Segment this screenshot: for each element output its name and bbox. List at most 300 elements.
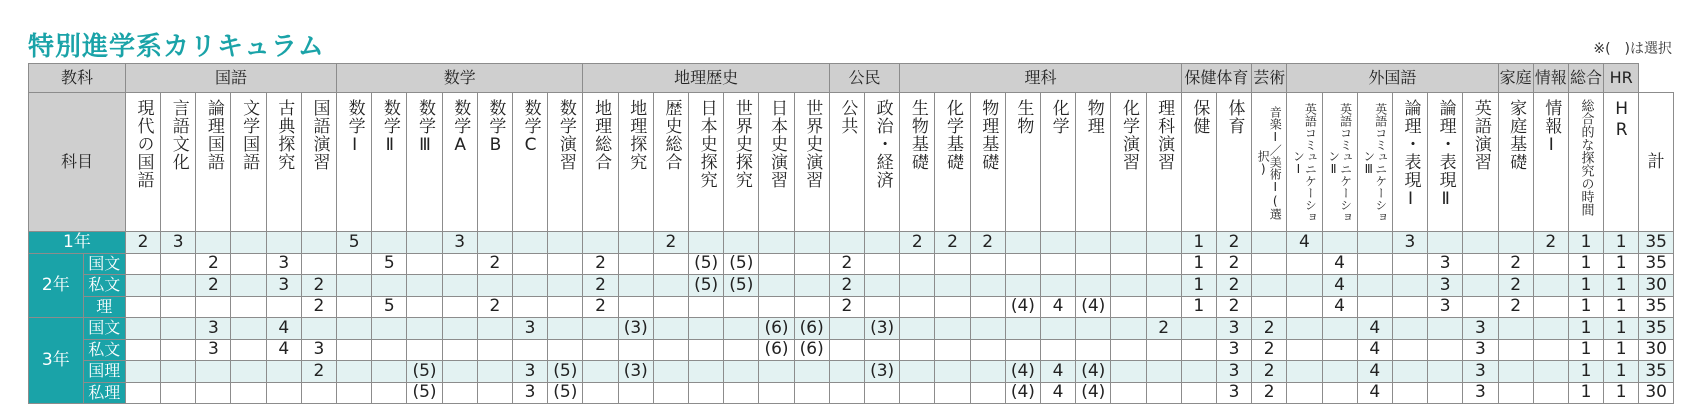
credit-cell bbox=[513, 275, 548, 297]
curriculum-row bbox=[29, 382, 1674, 404]
subject-header-cell bbox=[900, 93, 935, 232]
subject-header-cell bbox=[1252, 93, 1287, 232]
credit-cell bbox=[407, 318, 442, 340]
subject-name: 英語コミュニケーションⅡ bbox=[1326, 103, 1353, 223]
subject-name: 英語コミュニケーションⅢ bbox=[1361, 103, 1388, 223]
credit-cell bbox=[1498, 232, 1533, 254]
subject-name: 論理国語 bbox=[203, 99, 224, 171]
credit-cell: (3) bbox=[865, 318, 900, 340]
credit-cell bbox=[1392, 382, 1427, 404]
credit-cell bbox=[829, 318, 864, 340]
credit-cell bbox=[442, 253, 477, 275]
credit-cell bbox=[407, 232, 442, 254]
total-cell: 35 bbox=[1639, 361, 1674, 383]
kamoku-header-cell bbox=[29, 93, 126, 232]
subject-name: 国語演習 bbox=[309, 99, 330, 171]
subject-header-cell bbox=[935, 93, 970, 232]
subject-name: 生物基礎 bbox=[907, 99, 928, 171]
credit-cell bbox=[407, 296, 442, 318]
credit-cell bbox=[301, 318, 336, 340]
credit-cell bbox=[407, 253, 442, 275]
credit-cell: 3 bbox=[1428, 296, 1463, 318]
credit-cell bbox=[618, 296, 653, 318]
credit-cell bbox=[1287, 296, 1322, 318]
credit-cell bbox=[900, 361, 935, 383]
credit-cell: 2 bbox=[301, 361, 336, 383]
subject-header-cell bbox=[970, 93, 1005, 232]
credit-cell bbox=[1005, 318, 1040, 340]
subject-name: 化学基礎 bbox=[943, 99, 963, 171]
subject-header-cell bbox=[513, 93, 548, 232]
subject-group-header: 理科 bbox=[900, 64, 1182, 93]
credit-cell bbox=[1181, 382, 1216, 404]
credit-cell bbox=[583, 318, 618, 340]
credit-cell bbox=[1005, 232, 1040, 254]
credit-cell bbox=[442, 382, 477, 404]
credit-cell bbox=[477, 339, 512, 361]
credit-cell bbox=[161, 253, 196, 275]
course-cell: 理 bbox=[83, 296, 125, 318]
credit-cell bbox=[1287, 382, 1322, 404]
credit-cell bbox=[794, 296, 829, 318]
credit-cell bbox=[337, 339, 372, 361]
credit-cell: 4 bbox=[1322, 253, 1357, 275]
credit-cell: 3 bbox=[442, 232, 477, 254]
credit-cell: 3 bbox=[161, 232, 196, 254]
credit-cell bbox=[689, 296, 724, 318]
credit-cell bbox=[407, 339, 442, 361]
credit-cell bbox=[1322, 361, 1357, 383]
credit-cell: 4 bbox=[1040, 382, 1075, 404]
credit-cell: (6) bbox=[759, 339, 794, 361]
credit-cell: (3) bbox=[618, 318, 653, 340]
credit-cell bbox=[583, 382, 618, 404]
credit-cell: 2 bbox=[1252, 339, 1287, 361]
subject-name: 化学 bbox=[1048, 99, 1069, 135]
credit-cell: 4 bbox=[1357, 339, 1392, 361]
course-cell: 私文 bbox=[83, 339, 125, 361]
subject-group-header: 芸術 bbox=[1252, 64, 1287, 93]
credit-cell: 5 bbox=[337, 232, 372, 254]
credit-cell bbox=[1428, 318, 1463, 340]
subject-group-header: HR bbox=[1604, 64, 1639, 93]
subject-header-cell bbox=[1392, 93, 1427, 232]
credit-cell: (6) bbox=[794, 339, 829, 361]
credit-cell bbox=[1111, 232, 1146, 254]
credit-cell bbox=[125, 318, 160, 340]
credit-cell bbox=[337, 382, 372, 404]
year-cell: 1年 bbox=[29, 232, 126, 254]
credit-cell: 2 bbox=[1146, 318, 1181, 340]
credit-cell bbox=[724, 382, 759, 404]
credit-cell bbox=[935, 382, 970, 404]
credit-cell bbox=[759, 253, 794, 275]
credit-cell bbox=[1076, 232, 1111, 254]
credit-cell: 1 bbox=[1181, 232, 1216, 254]
subject-name: 歴史総合 bbox=[661, 99, 682, 171]
credit-cell bbox=[829, 361, 864, 383]
credit-cell bbox=[900, 339, 935, 361]
subject-header-cell bbox=[372, 93, 407, 232]
subject-name: 情報Ⅰ bbox=[1541, 99, 1562, 156]
credit-cell: 2 bbox=[1498, 275, 1533, 297]
subject-name: 地理総合 bbox=[591, 99, 612, 171]
credit-cell bbox=[1181, 318, 1216, 340]
credit-cell bbox=[759, 275, 794, 297]
credit-cell bbox=[1146, 275, 1181, 297]
credit-cell bbox=[337, 318, 372, 340]
credit-cell bbox=[1533, 253, 1568, 275]
credit-cell: 5 bbox=[372, 253, 407, 275]
subject-group-header: 地理歴史 bbox=[583, 64, 829, 93]
credit-cell bbox=[161, 318, 196, 340]
subject-header-cell bbox=[1357, 93, 1392, 232]
credit-cell: 4 bbox=[266, 318, 301, 340]
credit-cell bbox=[1428, 339, 1463, 361]
credit-cell: 3 bbox=[1463, 361, 1498, 383]
credit-cell bbox=[1392, 253, 1427, 275]
credit-cell bbox=[1287, 361, 1322, 383]
credit-cell bbox=[1392, 361, 1427, 383]
credit-cell bbox=[372, 318, 407, 340]
credit-cell bbox=[1111, 275, 1146, 297]
year-cell: 2年 bbox=[29, 253, 84, 318]
subject-header-cell bbox=[1111, 93, 1146, 232]
credit-cell bbox=[407, 275, 442, 297]
credit-cell: (4) bbox=[1076, 382, 1111, 404]
credit-cell bbox=[1498, 339, 1533, 361]
credit-cell: (4) bbox=[1076, 296, 1111, 318]
credit-cell: 4 bbox=[1357, 361, 1392, 383]
credit-cell: 2 bbox=[829, 275, 864, 297]
credit-cell bbox=[442, 296, 477, 318]
subject-header-cell bbox=[407, 93, 442, 232]
credit-cell: 2 bbox=[196, 275, 231, 297]
credit-cell bbox=[1146, 296, 1181, 318]
credit-cell bbox=[1111, 253, 1146, 275]
credit-cell bbox=[1005, 339, 1040, 361]
credit-cell bbox=[301, 382, 336, 404]
credit-cell: 2 bbox=[970, 232, 1005, 254]
subject-header-cell bbox=[1216, 93, 1251, 232]
subject-name: 論理・表現Ⅱ bbox=[1435, 99, 1456, 210]
credit-cell: 4 bbox=[1040, 296, 1075, 318]
page-title: 特別進学系カリキュラム bbox=[28, 32, 325, 62]
credit-cell bbox=[1040, 253, 1075, 275]
credit-cell: 2 bbox=[829, 253, 864, 275]
curriculum-row bbox=[29, 275, 1674, 297]
course-cell: 国文 bbox=[83, 253, 125, 275]
credit-cell: (5) bbox=[724, 253, 759, 275]
credit-cell bbox=[372, 232, 407, 254]
subject-name: 現代の国語 bbox=[133, 99, 154, 189]
credit-cell: (4) bbox=[1005, 296, 1040, 318]
credit-cell bbox=[1463, 296, 1498, 318]
credit-cell bbox=[1252, 296, 1287, 318]
credit-cell: (5) bbox=[548, 382, 583, 404]
credit-cell: 1 bbox=[1604, 232, 1639, 254]
credit-cell: (5) bbox=[407, 361, 442, 383]
subject-name: 生物 bbox=[1013, 99, 1034, 135]
subject-name: 音楽Ⅰ／美術Ⅰ(選択) bbox=[1256, 106, 1283, 220]
credit-cell bbox=[1111, 318, 1146, 340]
credit-cell bbox=[1392, 339, 1427, 361]
credit-cell bbox=[1040, 275, 1075, 297]
credit-cell bbox=[196, 382, 231, 404]
credit-cell bbox=[1005, 253, 1040, 275]
credit-cell bbox=[794, 253, 829, 275]
credit-cell bbox=[653, 275, 688, 297]
credit-cell: 2 bbox=[1252, 318, 1287, 340]
credit-cell: 1 bbox=[1604, 382, 1639, 404]
credit-cell bbox=[1111, 382, 1146, 404]
credit-cell bbox=[618, 339, 653, 361]
credit-cell bbox=[1181, 339, 1216, 361]
credit-cell bbox=[689, 339, 724, 361]
subject-header-cell bbox=[653, 93, 688, 232]
credit-cell: 3 bbox=[196, 339, 231, 361]
credit-cell: 3 bbox=[513, 361, 548, 383]
credit-cell bbox=[196, 296, 231, 318]
credit-cell bbox=[266, 296, 301, 318]
credit-cell bbox=[513, 232, 548, 254]
credit-cell bbox=[1322, 382, 1357, 404]
subject-name: 古典探究 bbox=[274, 99, 295, 171]
credit-cell bbox=[865, 232, 900, 254]
credit-cell bbox=[618, 253, 653, 275]
credit-cell bbox=[935, 253, 970, 275]
credit-cell: 2 bbox=[583, 253, 618, 275]
credit-cell bbox=[1357, 275, 1392, 297]
credit-cell: (5) bbox=[407, 382, 442, 404]
credit-cell bbox=[513, 296, 548, 318]
credit-cell bbox=[477, 232, 512, 254]
credit-cell bbox=[372, 382, 407, 404]
subject-header-cell bbox=[231, 93, 266, 232]
credit-cell bbox=[970, 382, 1005, 404]
subject-header-cell bbox=[1498, 93, 1533, 232]
credit-cell: 4 bbox=[266, 339, 301, 361]
credit-cell: 3 bbox=[1428, 253, 1463, 275]
credit-cell bbox=[161, 382, 196, 404]
credit-cell bbox=[548, 318, 583, 340]
credit-cell bbox=[337, 361, 372, 383]
credit-cell: 3 bbox=[1463, 382, 1498, 404]
credit-cell bbox=[1111, 361, 1146, 383]
credit-cell bbox=[125, 339, 160, 361]
subject-header-cell bbox=[724, 93, 759, 232]
subject-name: 日本史演習 bbox=[767, 99, 787, 189]
credit-cell: (3) bbox=[618, 361, 653, 383]
credit-cell bbox=[1463, 232, 1498, 254]
credit-cell bbox=[970, 361, 1005, 383]
subject-header-cell bbox=[196, 93, 231, 232]
credit-cell bbox=[759, 382, 794, 404]
total-cell: 35 bbox=[1639, 253, 1674, 275]
credit-cell bbox=[1040, 339, 1075, 361]
credit-cell bbox=[231, 296, 266, 318]
credit-cell: 2 bbox=[829, 296, 864, 318]
credit-cell: 5 bbox=[372, 296, 407, 318]
curriculum-table bbox=[28, 63, 1674, 404]
total-cell: 30 bbox=[1639, 275, 1674, 297]
credit-cell bbox=[1533, 382, 1568, 404]
credit-cell bbox=[1111, 339, 1146, 361]
subject-name: 理科演習 bbox=[1154, 99, 1175, 171]
credit-cell bbox=[231, 382, 266, 404]
credit-cell bbox=[900, 382, 935, 404]
subject-header-cell bbox=[1463, 93, 1498, 232]
subject-name: 言語文化 bbox=[168, 99, 189, 171]
credit-cell bbox=[477, 318, 512, 340]
credit-cell bbox=[1287, 275, 1322, 297]
subject-header-cell bbox=[794, 93, 829, 232]
credit-cell: 2 bbox=[301, 296, 336, 318]
total-label: 計 bbox=[1647, 151, 1665, 172]
credit-cell bbox=[1146, 232, 1181, 254]
course-cell: 国文 bbox=[83, 318, 125, 340]
total-cell: 35 bbox=[1639, 296, 1674, 318]
subject-name: 保健 bbox=[1189, 99, 1210, 135]
kyoka-header-cell bbox=[29, 64, 126, 93]
credit-cell: (5) bbox=[724, 275, 759, 297]
credit-cell: (4) bbox=[1005, 361, 1040, 383]
subject-header-cell bbox=[1287, 93, 1322, 232]
subject-name: 物理 bbox=[1083, 99, 1104, 135]
credit-cell bbox=[970, 339, 1005, 361]
subject-name: 数学B bbox=[485, 99, 506, 156]
credit-cell bbox=[1498, 318, 1533, 340]
credit-cell bbox=[900, 275, 935, 297]
credit-cell bbox=[548, 253, 583, 275]
subject-header-cell bbox=[337, 93, 372, 232]
credit-cell bbox=[442, 339, 477, 361]
credit-cell bbox=[1076, 318, 1111, 340]
credit-cell: 2 bbox=[935, 232, 970, 254]
credit-cell bbox=[724, 361, 759, 383]
subject-name: 英語コミュニケーションⅠ bbox=[1291, 103, 1318, 223]
credit-cell bbox=[865, 382, 900, 404]
credit-cell bbox=[1005, 275, 1040, 297]
credit-cell bbox=[231, 318, 266, 340]
subject-group-header: 外国語 bbox=[1287, 64, 1498, 93]
subject-name: 数学Ⅱ bbox=[379, 99, 400, 156]
credit-cell bbox=[1146, 253, 1181, 275]
credit-cell bbox=[1146, 339, 1181, 361]
subject-name: 論理・表現Ⅰ bbox=[1400, 99, 1421, 210]
credit-cell bbox=[1533, 339, 1568, 361]
subject-name: 世界史演習 bbox=[802, 99, 823, 189]
curriculum-row bbox=[29, 339, 1674, 361]
credit-cell: 2 bbox=[653, 232, 688, 254]
credit-cell bbox=[161, 296, 196, 318]
subject-name: 公共 bbox=[837, 99, 858, 135]
credit-cell: (4) bbox=[1005, 382, 1040, 404]
subject-header-cell bbox=[1040, 93, 1075, 232]
credit-cell bbox=[231, 339, 266, 361]
credit-cell bbox=[231, 361, 266, 383]
curriculum-row bbox=[29, 318, 1674, 340]
subject-name: 家庭基礎 bbox=[1506, 99, 1527, 171]
subject-header-cell bbox=[1322, 93, 1357, 232]
subject-header-cell bbox=[125, 93, 160, 232]
subject-header-cell bbox=[548, 93, 583, 232]
credit-cell bbox=[1392, 318, 1427, 340]
course-cell: 私理 bbox=[83, 382, 125, 404]
subject-name: 総合的な探究の時間 bbox=[1578, 99, 1594, 216]
credit-cell: 1 bbox=[1604, 275, 1639, 297]
credit-cell: 2 bbox=[301, 275, 336, 297]
credit-cell: 1 bbox=[1604, 361, 1639, 383]
credit-cell bbox=[970, 253, 1005, 275]
credit-cell bbox=[935, 296, 970, 318]
credit-cell bbox=[794, 361, 829, 383]
credit-cell bbox=[477, 361, 512, 383]
credit-cell bbox=[1533, 275, 1568, 297]
credit-cell bbox=[1146, 361, 1181, 383]
subject-header-cell bbox=[865, 93, 900, 232]
credit-cell bbox=[125, 253, 160, 275]
credit-cell: 3 bbox=[1216, 339, 1251, 361]
credit-cell bbox=[477, 275, 512, 297]
credit-cell: 2 bbox=[1533, 232, 1568, 254]
credit-cell: 2 bbox=[1216, 296, 1251, 318]
credit-cell bbox=[1428, 232, 1463, 254]
credit-cell: 3 bbox=[196, 318, 231, 340]
subject-header-cell bbox=[266, 93, 301, 232]
credit-cell bbox=[865, 253, 900, 275]
credit-cell bbox=[653, 296, 688, 318]
credit-cell: (6) bbox=[794, 318, 829, 340]
total-cell: 35 bbox=[1639, 318, 1674, 340]
credit-cell bbox=[1357, 296, 1392, 318]
subject-header-cell bbox=[1005, 93, 1040, 232]
credit-cell bbox=[970, 275, 1005, 297]
credit-cell bbox=[689, 382, 724, 404]
credit-cell bbox=[125, 275, 160, 297]
subject-header-cell bbox=[442, 93, 477, 232]
subject-name: 地理探究 bbox=[626, 99, 647, 171]
credit-cell: (5) bbox=[548, 361, 583, 383]
subject-name: HR bbox=[1611, 99, 1632, 141]
subject-group-header: 総合 bbox=[1568, 64, 1603, 93]
credit-cell bbox=[1463, 275, 1498, 297]
credit-cell bbox=[1252, 232, 1287, 254]
credit-cell bbox=[618, 232, 653, 254]
year-cell: 3年 bbox=[29, 318, 84, 404]
subject-header-cell bbox=[1428, 93, 1463, 232]
credit-cell bbox=[548, 339, 583, 361]
credit-cell bbox=[231, 275, 266, 297]
subject-group-header: 数学 bbox=[337, 64, 583, 93]
credit-cell bbox=[829, 339, 864, 361]
credit-cell: 3 bbox=[513, 382, 548, 404]
credit-cell bbox=[794, 382, 829, 404]
credit-cell bbox=[1252, 253, 1287, 275]
credit-cell bbox=[1322, 318, 1357, 340]
credit-cell bbox=[548, 232, 583, 254]
credit-cell: 3 bbox=[1216, 361, 1251, 383]
credit-cell bbox=[1287, 253, 1322, 275]
subject-group-header: 保健体育 bbox=[1181, 64, 1251, 93]
subject-header-cell bbox=[1076, 93, 1111, 232]
credit-cell: 1 bbox=[1568, 232, 1603, 254]
curriculum-row bbox=[29, 232, 1674, 254]
credit-cell bbox=[442, 361, 477, 383]
credit-cell bbox=[900, 318, 935, 340]
credit-cell bbox=[1357, 232, 1392, 254]
credit-cell: 3 bbox=[1463, 318, 1498, 340]
